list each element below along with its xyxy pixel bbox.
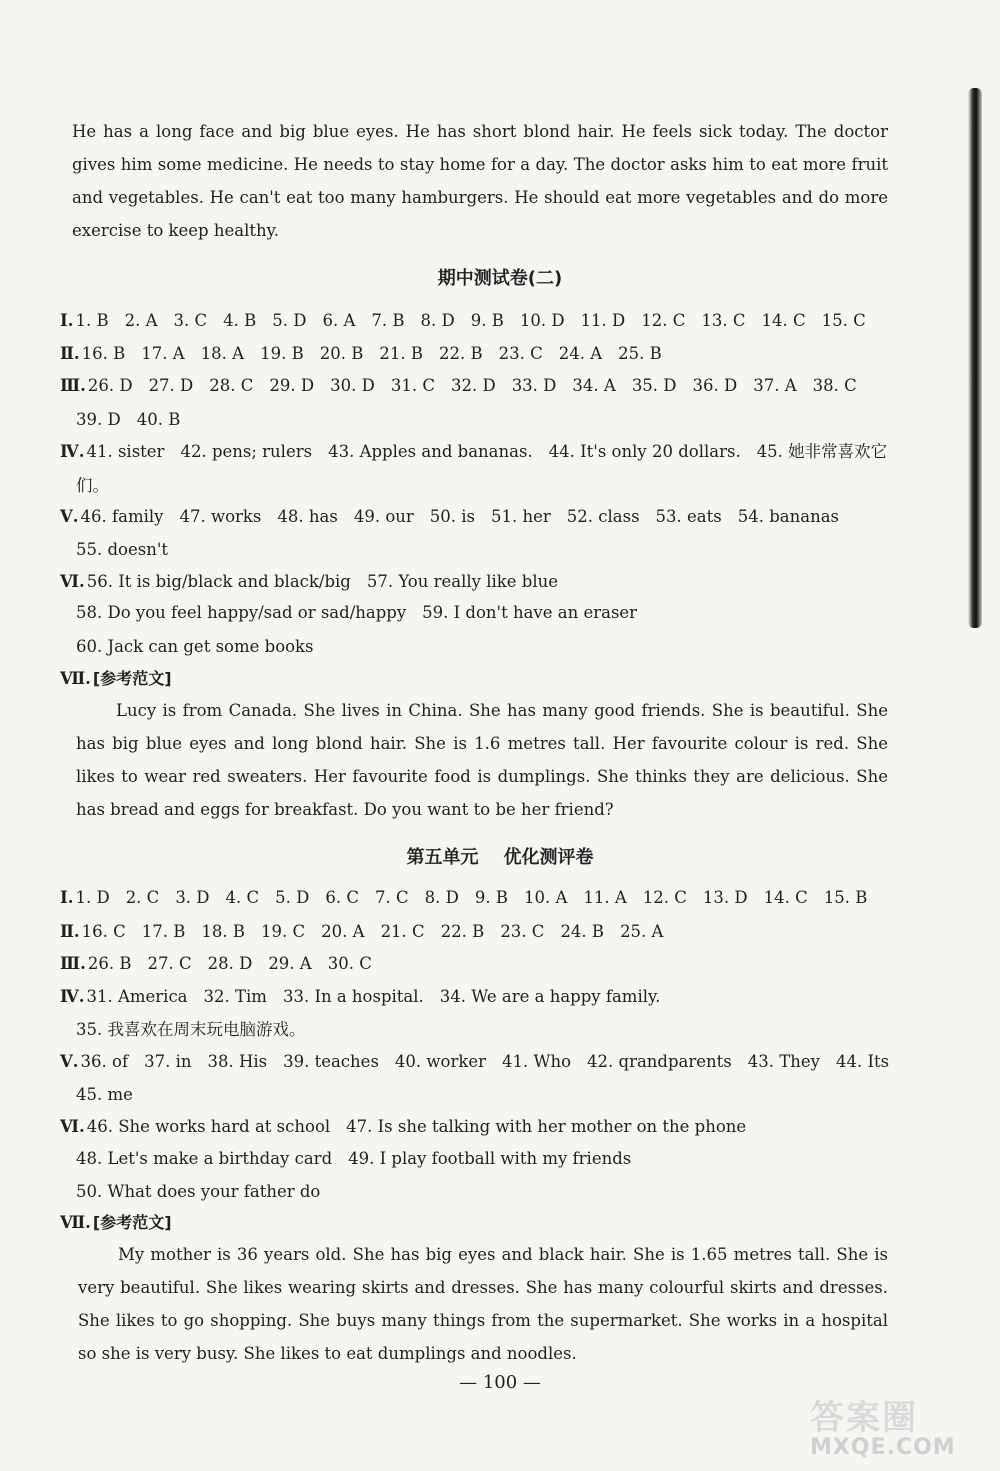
- answer-item: 4. C: [225, 888, 260, 907]
- answer-item: 37. in: [144, 1052, 192, 1071]
- s1-part-I: [60, 308, 882, 334]
- answer-item: 34. A: [572, 376, 616, 395]
- answer-item: 35. D: [631, 376, 677, 395]
- answer-item: 24. B: [560, 922, 605, 941]
- answer-item: 44. It's only 20 dollars.: [548, 442, 741, 461]
- roman-numeral: Ⅲ.: [60, 954, 86, 973]
- answer-item: 16. B: [81, 344, 126, 363]
- answer-item: 29. A: [268, 954, 312, 973]
- s2-part-III: [60, 951, 388, 977]
- s1-part-IV-cont: 们。: [76, 476, 109, 495]
- answer-item: 21. B: [379, 344, 423, 363]
- answer-item: 19. C: [261, 922, 306, 941]
- answer-item: 37. A: [753, 376, 797, 395]
- answer-item: 24. A: [558, 344, 603, 363]
- s1-part-III-cont: [76, 407, 196, 433]
- answer-item: 10. A: [523, 888, 568, 907]
- s2-part-I: [60, 885, 883, 911]
- answer-item: 4. B: [223, 311, 257, 330]
- answer-item: 30. D: [330, 376, 375, 395]
- s2-part-IV-cont: 35. 我喜欢在周末玩电脑游戏。: [76, 1020, 306, 1039]
- answer-item: 19. B: [260, 344, 304, 363]
- answer-item: 12. C: [642, 888, 687, 907]
- answer-item: 15. B: [823, 888, 868, 907]
- answer-item: 23. C: [498, 344, 543, 363]
- answer-item: 25. A: [620, 922, 664, 941]
- answer-item: 5. D: [275, 888, 310, 907]
- s2-part-IV: [60, 984, 676, 1010]
- answer-item: 46. She works hard at school: [86, 1117, 331, 1136]
- answer-item: 33. In a hospital.: [282, 987, 424, 1006]
- s2-part-VI-line3: 50. What does your father do: [76, 1182, 321, 1201]
- page-edge-shadow: [968, 88, 982, 628]
- answer-item: 9. B: [470, 311, 504, 330]
- answer-item: 6. A: [322, 311, 356, 330]
- section2-title: [0, 843, 1000, 869]
- s1-part-II: [60, 341, 678, 367]
- answer-item: 6. C: [325, 888, 359, 907]
- roman-numeral: Ⅴ.: [60, 507, 79, 526]
- answer-item: 43. Apples and bananas.: [328, 442, 533, 461]
- roman-numeral: Ⅱ.: [60, 922, 80, 941]
- s2-part-V-cont: 45. me: [76, 1085, 133, 1104]
- page-number: — 100 —: [459, 1372, 541, 1393]
- s2-part-II: [60, 919, 679, 945]
- s2-essay-text: My mother is 36 years old. She has big eyes and black hair. She is 1.65 metres tall. She is very beautiful. She likes wearing skirts and dresses. She has many colourful skirts and dresses. She likes to go shopping. She buys many things from the supermarket. She works in a hospital so she is very busy. She likes to eat dumplings and noodles.: [78, 1245, 888, 1363]
- answer-item: 2. C: [125, 888, 160, 907]
- roman-numeral: Ⅰ.: [60, 311, 74, 330]
- answer-item: 30. C: [327, 954, 372, 973]
- s1-essay: [76, 694, 888, 826]
- answer-item: 28. C: [209, 376, 254, 395]
- answer-item: 27. C: [147, 954, 192, 973]
- s2-part-VII: [60, 1210, 172, 1236]
- answer-item: 17. A: [141, 344, 185, 363]
- roman-numeral: Ⅳ.: [60, 987, 85, 1006]
- answer-item: 50. is: [429, 507, 475, 526]
- answer-item: 27. D: [148, 376, 194, 395]
- roman-numeral: Ⅲ.: [60, 376, 86, 395]
- answer-item: 20. B: [319, 344, 364, 363]
- answer-item: 5. D: [272, 311, 307, 330]
- answer-item: 8. D: [424, 888, 459, 907]
- answer-item: 15. C: [821, 311, 866, 330]
- answer-item: 39. D: [76, 410, 121, 429]
- answer-item: 22. B: [438, 344, 483, 363]
- answer-item: 51. her: [491, 507, 551, 526]
- roman-numeral: Ⅵ.: [60, 1117, 85, 1136]
- answer-item: 52. class: [566, 507, 640, 526]
- roman-numeral: Ⅶ.: [60, 669, 91, 688]
- roman-numeral: Ⅵ.: [60, 572, 85, 591]
- watermark-logo: [810, 1390, 980, 1470]
- answer-item: 20. A: [321, 922, 365, 941]
- answer-item: 44. Its: [836, 1052, 890, 1071]
- answer-item: 16. C: [81, 922, 126, 941]
- answer-item: 26. D: [87, 376, 133, 395]
- s1-part-IV: [60, 439, 903, 465]
- answer-item: 11. A: [583, 888, 627, 907]
- s1-essay-text: Lucy is from Canada. She lives in China. She has many good friends. She is beautiful. She has big blue eyes and long blond hair. She is 1.6 metres tall. Her favourite colour is red. She likes to wear red sweaters. Her favourite food is dumplings. She thinks they are delicious. She has bread and eggs for breakfast. Do you want to be her friend?: [76, 701, 888, 819]
- answer-item: 13. D: [702, 888, 748, 907]
- answer-item: 57. You really like blue: [366, 572, 559, 591]
- answer-item: 32. D: [450, 376, 496, 395]
- answer-item: 1. D: [75, 888, 110, 907]
- answer-item: 3. D: [175, 888, 210, 907]
- answer-item: 46. family: [80, 507, 164, 526]
- answer-item: 18. B: [201, 922, 246, 941]
- watermark-bottom-text: MXQE.COM: [810, 1435, 956, 1460]
- answer-item: 49. our: [353, 507, 414, 526]
- s1-part-VI: [60, 569, 574, 595]
- answer-item: 31. C: [390, 376, 435, 395]
- answer-item: 41. sister: [86, 442, 165, 461]
- answer-item: 43. They: [747, 1052, 820, 1071]
- answer-item: 3. C: [173, 311, 208, 330]
- answer-item: 48. Let's make a birthday card: [76, 1149, 333, 1168]
- answer-item: 53. eats: [655, 507, 722, 526]
- answer-item: 9. B: [474, 888, 508, 907]
- answer-item: 14. C: [763, 888, 808, 907]
- s1-part-VI-line3: 60. Jack can get some books: [76, 637, 314, 656]
- s1-part-V-cont: 55. doesn't: [76, 540, 169, 559]
- answer-item: 56. It is big/black and black/big: [86, 572, 351, 591]
- s2-part-VI-line2: [76, 1146, 647, 1172]
- roman-numeral: Ⅳ.: [60, 442, 85, 461]
- roman-numeral: Ⅱ.: [60, 344, 80, 363]
- answer-item: 29. D: [269, 376, 315, 395]
- answer-item: 10. D: [519, 311, 565, 330]
- answer-item: 32. Tim: [203, 987, 267, 1006]
- section2-title-text: 第五单元 优化测评卷: [406, 847, 594, 868]
- answer-item: 11. D: [580, 311, 626, 330]
- answer-item: 14. C: [761, 311, 806, 330]
- answer-item: 48. has: [277, 507, 338, 526]
- reference-essay-label: [参考范文]: [92, 1213, 172, 1232]
- answer-item: 17. B: [141, 922, 186, 941]
- s1-part-VI-line2: [76, 600, 653, 626]
- answer-item: 28. D: [207, 954, 253, 973]
- answer-item: 22. B: [440, 922, 485, 941]
- answer-item: 41. Who: [502, 1052, 572, 1071]
- reference-essay-label: [参考范文]: [92, 669, 172, 688]
- section1-title: 期中测试卷(二): [437, 268, 563, 289]
- answer-item: 2. A: [124, 311, 158, 330]
- answer-item: 13. C: [701, 311, 746, 330]
- answer-item: 40. B: [136, 410, 181, 429]
- answer-item: 7. C: [375, 888, 409, 907]
- s1-part-III: [60, 373, 873, 399]
- answer-item: 26. B: [87, 954, 132, 973]
- top-paragraph: He has a long face and big blue eyes. He has short blond hair. He feels sick today. The doctor gives him some medicine. He needs to stay home for a day. The doctor asks him to eat more fruit and vegetables. He can't eat too many hamburgers. He should eat more vegetables and do more exercise to keep healthy.: [72, 122, 888, 240]
- answer-item: 54. bananas: [737, 507, 840, 526]
- answer-item: 38. His: [207, 1052, 268, 1071]
- s1-part-V: [60, 504, 855, 530]
- roman-numeral: Ⅴ.: [60, 1052, 79, 1071]
- answer-item: 36. D: [692, 376, 738, 395]
- answer-item: 47. Is she talking with her mother on the phone: [346, 1117, 747, 1136]
- answer-item: 40. worker: [394, 1052, 487, 1071]
- answer-item: 8. D: [420, 311, 455, 330]
- answer-item: 49. I play football with my friends: [348, 1149, 632, 1168]
- roman-numeral: Ⅰ.: [60, 888, 74, 907]
- answer-item: 7. B: [371, 311, 405, 330]
- answer-item: 39. teaches: [283, 1052, 379, 1071]
- s1-part-VII: [60, 666, 172, 692]
- answer-item: 31. America: [86, 987, 188, 1006]
- answer-item: 34. We are a happy family.: [439, 987, 661, 1006]
- s2-essay: [78, 1238, 888, 1370]
- answer-item: 25. B: [618, 344, 662, 363]
- watermark-top-text: 答案圈: [810, 1398, 918, 1438]
- answer-item: 33. D: [511, 376, 557, 395]
- answer-item: 21. C: [380, 922, 425, 941]
- answer-item: 38. C: [812, 376, 857, 395]
- s2-part-VI: [60, 1114, 762, 1140]
- answer-item: 42. qrandparents: [587, 1052, 732, 1071]
- answer-item: 58. Do you feel happy/sad or sad/happy: [76, 603, 407, 622]
- answer-item: 18. A: [200, 344, 245, 363]
- answer-item: 1. B: [75, 311, 109, 330]
- answer-item: 12. C: [641, 311, 686, 330]
- answer-item: 42. pens; rulers: [180, 442, 313, 461]
- answer-item: 23. C: [500, 922, 545, 941]
- roman-numeral: Ⅶ.: [60, 1213, 91, 1232]
- answer-item: 36. of: [80, 1052, 129, 1071]
- s2-part-V: [60, 1049, 905, 1075]
- answer-item: 45. 她非常喜欢它: [756, 442, 888, 461]
- answer-item: 59. I don't have an eraser: [422, 603, 638, 622]
- answer-item: 47. works: [179, 507, 262, 526]
